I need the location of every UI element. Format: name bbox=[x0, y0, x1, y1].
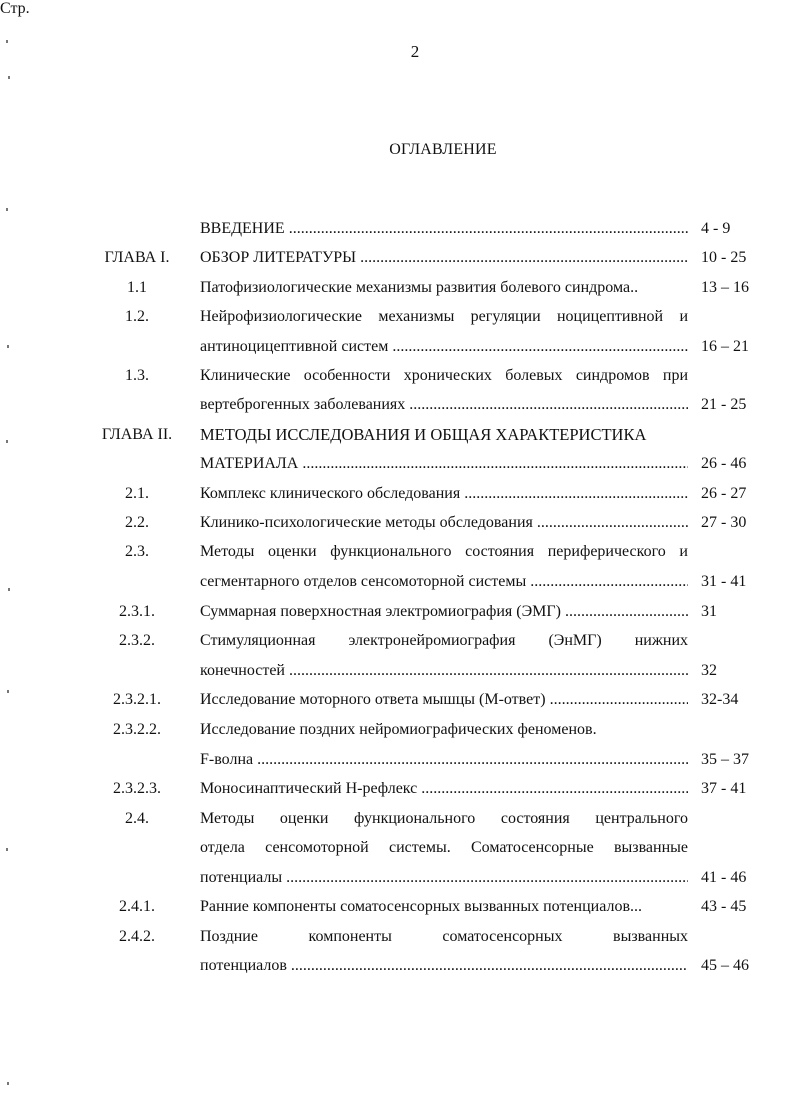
toc-entry-number: 2.3.2.2. bbox=[113, 721, 161, 738]
scan-speck bbox=[7, 690, 9, 693]
scan-speck bbox=[7, 1082, 9, 1085]
scan-speck bbox=[6, 208, 8, 211]
toc-entry-title: Моносинаптический Н-рефлекс ..... bbox=[200, 774, 688, 804]
toc-entry-title-line: конечностей ..... bbox=[200, 656, 688, 686]
toc-entry-title: Комплекс клинического обследования ..... bbox=[200, 479, 688, 509]
toc-entry-number: 2.3.1. bbox=[119, 603, 155, 620]
toc-entry-page: 31 - 41 bbox=[701, 573, 747, 590]
toc-entry-page: 10 - 25 bbox=[701, 249, 747, 266]
toc-entry-number: ГЛАВА II. bbox=[101, 426, 173, 443]
scan-speck bbox=[8, 76, 10, 79]
toc-entry-title: Суммарная поверхностная электромиография (ЭМГ) ..... bbox=[200, 597, 688, 627]
toc-entry-title-line: Методы оценки функционального состояния периферического и bbox=[200, 543, 688, 560]
toc-entry-number: 2.4. bbox=[125, 810, 149, 827]
toc-entry-title: Ранние компоненты соматосенсорных вызванных потенциалов... bbox=[200, 898, 643, 915]
toc-entry-page: 27 - 30 bbox=[701, 514, 747, 531]
toc-entry-page: 43 - 45 bbox=[701, 898, 747, 915]
scan-speck bbox=[6, 40, 8, 43]
toc-entry-number: 1.1 bbox=[127, 279, 147, 296]
toc-entry-title-line: сегментарного отделов сенсомоторной системы ..... bbox=[200, 567, 688, 597]
toc-entry-title-line: потенциалы ..... bbox=[200, 863, 688, 893]
toc-entry-title-line: МЕТОДЫ ИССЛЕДОВАНИЯ И ОБЩАЯ ХАРАКТЕРИСТИКА bbox=[200, 425, 647, 444]
toc-entry-title-line: Нейрофизиологические механизмы регуляции ноцицептивной и bbox=[200, 308, 688, 325]
toc-entry-number: 2.4.2. bbox=[119, 928, 155, 945]
scan-speck bbox=[8, 588, 10, 591]
toc-entry-page: 41 - 46 bbox=[701, 869, 747, 886]
toc-entry-page: 4 - 9 bbox=[701, 220, 731, 237]
toc-entry-title: Клинико-психологические методы обследования ..... bbox=[200, 508, 688, 538]
toc-entry-page: 26 - 46 bbox=[701, 455, 747, 472]
toc-entry-title-line: потенциалов ..... bbox=[200, 951, 688, 981]
toc-entry-page: 31 bbox=[701, 603, 717, 620]
toc-entry-title-line: вертеброгенных заболеваниях ..... bbox=[200, 390, 688, 420]
toc-entry-number: 2.3.2.1. bbox=[113, 691, 161, 708]
toc-entry-title-line: Стимуляционная электронейромиография (ЭнМГ) нижних bbox=[200, 632, 688, 649]
toc-entry-title-line: МАТЕРИАЛА ..... bbox=[200, 449, 688, 479]
toc-entry-page: 45 – 46 bbox=[701, 957, 749, 974]
toc-entry-number: 2.3.2.3. bbox=[113, 780, 161, 797]
toc-entry-page: 32-34 bbox=[701, 691, 739, 708]
scan-speck bbox=[7, 345, 9, 348]
toc-entry-page: 13 – 16 bbox=[701, 279, 749, 296]
toc-entry-title: ВВЕДЕНИЕ ..... bbox=[200, 214, 688, 244]
toc-entry-number: 1.3. bbox=[125, 367, 149, 384]
toc-entry-number: 2.3.2. bbox=[119, 632, 155, 649]
scan-speck bbox=[6, 440, 8, 443]
toc-entry-title: ОБЗОР ЛИТЕРАТУРЫ ..... bbox=[200, 243, 688, 273]
toc-heading: ОГЛАВЛЕНИЕ bbox=[389, 141, 497, 158]
toc-entry-title-line: Клинические особенности хронических болевых синдромов при bbox=[200, 367, 688, 384]
toc-entry-title-line: антиноцицептивной систем ..... bbox=[200, 332, 688, 362]
page-column-label: Стр. bbox=[0, 0, 30, 17]
toc-entry-title-line: Поздние компоненты соматосенсорных вызванных bbox=[200, 928, 688, 945]
toc-entry-number: 2.4.1. bbox=[119, 898, 155, 915]
toc-entry-page: 37 - 41 bbox=[701, 780, 747, 797]
toc-entry-page: 35 – 37 bbox=[701, 751, 749, 768]
toc-entry-title: Исследование моторного ответа мышцы (М-ответ) ..... bbox=[200, 685, 688, 715]
toc-entry-title-line: отдела сенсомоторной системы. Соматосенсорные вызванные bbox=[200, 839, 688, 856]
toc-entry-title-line: Исследование поздних нейромиографических феноменов. bbox=[200, 721, 597, 738]
toc-entry-page: 16 – 21 bbox=[701, 338, 749, 355]
toc-entry-title: Патофизиологические механизмы развития болевого синдрома.. bbox=[200, 279, 639, 296]
scan-speck bbox=[6, 848, 8, 851]
toc-entry-number: ГЛАВА I. bbox=[104, 249, 170, 266]
toc-entry-page: 26 - 27 bbox=[701, 485, 747, 502]
toc-entry-number: 2.1. bbox=[125, 485, 149, 502]
toc-entry-number: 2.2. bbox=[125, 514, 149, 531]
page-number: 2 bbox=[410, 42, 420, 61]
toc-entry-number: 1.2. bbox=[125, 308, 149, 325]
toc-entry-number: 2.3. bbox=[125, 543, 149, 560]
toc-entry-page: 32 bbox=[701, 662, 717, 679]
toc-entry-page: 21 - 25 bbox=[701, 396, 747, 413]
toc-entry-title-line: F-волна ..... bbox=[200, 745, 688, 775]
toc-entry-title-line: Методы оценки функционального состояния центрального bbox=[200, 810, 688, 827]
